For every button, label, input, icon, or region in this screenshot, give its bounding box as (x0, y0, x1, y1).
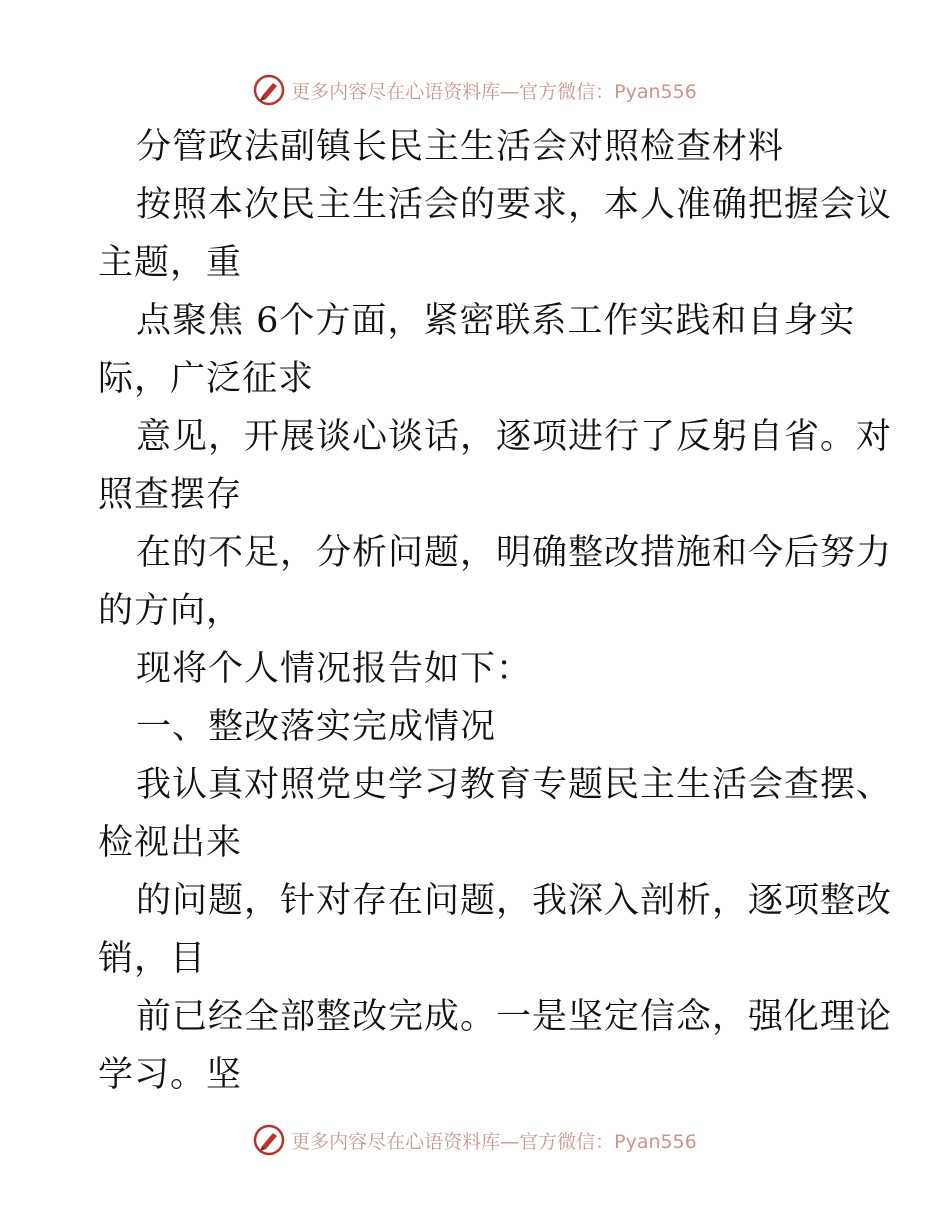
document-title: 分管政法副镇长民主生活会对照检查材料 (136, 127, 785, 167)
paragraph-line: 意见，开展谈心谈话，逐项进行了反躬自省。对 (136, 417, 893, 457)
pen-logo-icon (253, 74, 285, 106)
paragraph-line: 我认真对照党史学习教育专题民主生活会查摆、 (136, 765, 893, 805)
paragraph-line: 销，目 (98, 939, 207, 979)
paragraph-line: 的方向， (98, 591, 243, 631)
document-body (98, 118, 893, 1104)
paragraph-line: 照查摆存 (98, 475, 243, 515)
paragraph-line: 按照本次民主生活会的要求，本人准确把握会议 (136, 185, 893, 225)
header-banner-text: 更多内容尽在心语资料库—官方微信：Pyan556 (291, 80, 697, 103)
paragraph-line: 际，广泛征求 (98, 359, 315, 399)
paragraph-line: 现将个人情况报告如下： (136, 649, 533, 689)
header-banner (0, 70, 950, 110)
paragraph-line: 在的不足，分析问题，明确整改措施和今后努力 (136, 533, 893, 573)
footer-banner-text: 更多内容尽在心语资料库—官方微信：Pyan556 (291, 1130, 697, 1153)
paragraph-line: 前已经全部整改完成。一是坚定信念，强化理论 (136, 997, 893, 1037)
paragraph-line: 的问题，针对存在问题，我深入剖析，逐项整改 (136, 881, 893, 921)
paragraph-line: 点聚焦 6个方面，紧密联系工作实践和自身实 (136, 301, 856, 341)
paragraph-line: 学习。坚 (98, 1055, 243, 1095)
paragraph-line: 检视出来 (98, 823, 243, 863)
pen-logo-icon (253, 1124, 285, 1156)
paragraph-line: 主题，重 (98, 243, 243, 283)
footer-banner (0, 1120, 950, 1160)
section-heading: 一、整改落实完成情况 (136, 707, 497, 747)
